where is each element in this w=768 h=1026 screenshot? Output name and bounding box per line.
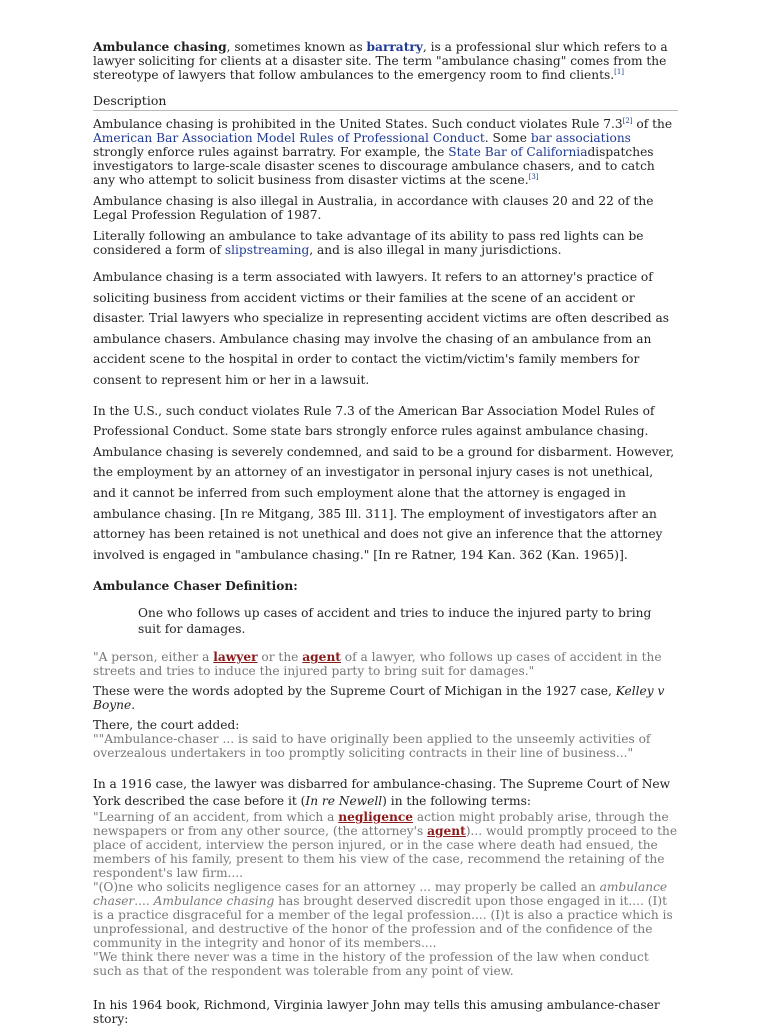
agent-link[interactable]: agent	[302, 650, 341, 665]
lawyer-link[interactable]: lawyer	[213, 650, 258, 665]
intro-text: , is a professional slur which refers to a lawyer soliciting for clients at a disaster site. The term "ambulance chasing" comes from the stereotype of lawyers that follow ambulances to the emergency room to find clients.	[93, 40, 668, 82]
intro-text: , sometimes known as	[226, 40, 367, 54]
ny-paragraph	[93, 776, 678, 810]
quote-4	[93, 880, 678, 950]
text: of the	[632, 117, 673, 131]
state-bar-california-link[interactable]: State Bar of California	[448, 145, 588, 159]
italic-term: Ambulance chasing	[153, 894, 275, 909]
body-paragraph-1: Ambulance chasing is a term associated with lawyers. It refers to an attorney's practice of soliciting business from accident victims or their families at the scene of an accident or disaster. Trial lawyers who specialize in representing accident victims are often described as ambulance chasers. Ambulance chasing may involve the chasing of an ambulance from an accident scene to the hospital in order to contact the victim/victim's family members for consent to represent him or her in a lawsuit.	[93, 270, 669, 387]
text: or the	[257, 650, 303, 665]
case-name: In re Newell	[305, 794, 383, 809]
text: These were the words adopted by the Supreme Court of Michigan in the 1927 case,	[93, 684, 616, 699]
text: "A person, either a	[93, 650, 214, 665]
case-name: Kelley v Boyne	[93, 684, 665, 713]
aba-rules-link[interactable]: American Bar Association Model Rules of Professional Conduct	[93, 131, 485, 145]
description-paragraph-2: Ambulance chasing is also illegal in Australia, in accordance with clauses 20 and 22 of the Legal Profession Regulation of 1987.	[93, 194, 654, 222]
text: )... would promptly proceed to the place of accident, interview the person injured, or in the case where death had ensued, the members of his family, present to them his view of the case, recommend the retaining of the respondent's law firm....	[93, 824, 678, 881]
agent-link-2[interactable]: agent	[427, 824, 466, 839]
text: Literally following an ambulance to take advantage of its ability to pass red lights can be considered a form of	[93, 229, 644, 257]
text: of a lawyer, who follows up cases of accident in the streets and tries to induce the injured party to bring suit for damages."	[93, 650, 662, 679]
text: ) in the following terms:	[382, 794, 531, 809]
text: has brought deserved discredit upon those engaged in it.... (I)t is a practice disgraceful for a member of the legal profession.... (I)t is also a practice which is unprofessional, and destructive of the honor of the profession and of the confidence of the community in the integrity and honor of its members....	[93, 894, 673, 951]
description-heading: Description	[93, 93, 678, 111]
michigan-paragraph	[93, 684, 678, 712]
article-page	[93, 40, 678, 1026]
ref-2-link[interactable]: [2]	[622, 116, 633, 125]
definition-heading: Ambulance Chaser Definition:	[93, 579, 298, 594]
text: "Learning of an accident, from which a	[93, 810, 339, 825]
description-paragraph-3	[93, 229, 678, 257]
slipstreaming-link[interactable]: slipstreaming	[224, 243, 310, 257]
text: strongly enforce rules against barratry. For example, the	[93, 145, 449, 159]
text: , and is also illegal in many jurisdictions.	[309, 243, 562, 257]
text: . Some	[484, 131, 531, 145]
quote-1	[93, 650, 678, 678]
quote-2: ""Ambulance-chaser ... is said to have originally been applied to the unseemly activities of overzealous undertakers in too promptly soliciting contracts in their line of business..."	[93, 732, 651, 761]
quote-3	[93, 810, 678, 880]
body-paragraph-2: In the U.S., such conduct violates Rule 7.3 of the American Bar Association Model Rules of Professional Conduct. Some state bars strongly enforce rules against ambulance chasing. Ambulance chasing is severely condemned, and said to be a ground for disbarment. However, the employment by an attorney of an investigator in personal injury cases is not unethical, and it cannot be inferred from such employment alone that the attorney is engaged in ambulance chasing. [In re Mitgang, 385 Ill. 311]. The employment of investigators after an attorney has been retained is not unethical and does not give an inference that the attorney involved is engaged in "ambulance chasing." [In re Ratner, 194 Kan. 362 (Kan. 1965)].	[93, 403, 675, 562]
closing-paragraph: In his 1964 book, Richmond, Virginia lawyer John may tells this amusing ambulance-chaser story:	[93, 998, 660, 1026]
italic-term: ambulance chaser	[93, 880, 668, 909]
text: .	[131, 698, 136, 713]
text: dispatches investigators to large-scale disaster scenes to discourage ambulance chasers, and to catch any who attempt to solicit business from disaster victims at the scene.	[93, 145, 655, 187]
barratry-link[interactable]: barratry	[366, 40, 423, 54]
text: "(O)ne who solicits negligence cases for an attorney ... may properly be called an	[93, 880, 600, 895]
intro-term: Ambulance chasing	[93, 40, 227, 54]
court-added: There, the court added:	[93, 718, 240, 733]
quote-5: "We think there never was a time in the history of the profession of the law when conduct such as that of the respondent was tolerable from any point of view.	[93, 950, 649, 979]
text: action might probably arise, through the newspapers or from any other source, (the attorney's	[93, 810, 669, 839]
definition-text: One who follows up cases of accident and tries to induce the injured party to bring suit for damages.	[138, 606, 652, 637]
text: In a 1916 case, the lawyer was disbarred for ambulance-chasing. The Supreme Court of New York described the case before it (	[93, 777, 671, 809]
bar-associations-link[interactable]: bar associations	[530, 131, 631, 145]
description-paragraph-1	[93, 117, 678, 187]
intro-paragraph	[93, 40, 678, 82]
negligence-link[interactable]: negligence	[338, 810, 414, 825]
ref-3-link[interactable]: [3]	[528, 172, 539, 181]
ref-1-link[interactable]: [1]	[614, 67, 625, 76]
text: Ambulance chasing is prohibited in the United States. Such conduct violates Rule 7.3	[93, 117, 623, 131]
text: ....	[134, 894, 154, 909]
